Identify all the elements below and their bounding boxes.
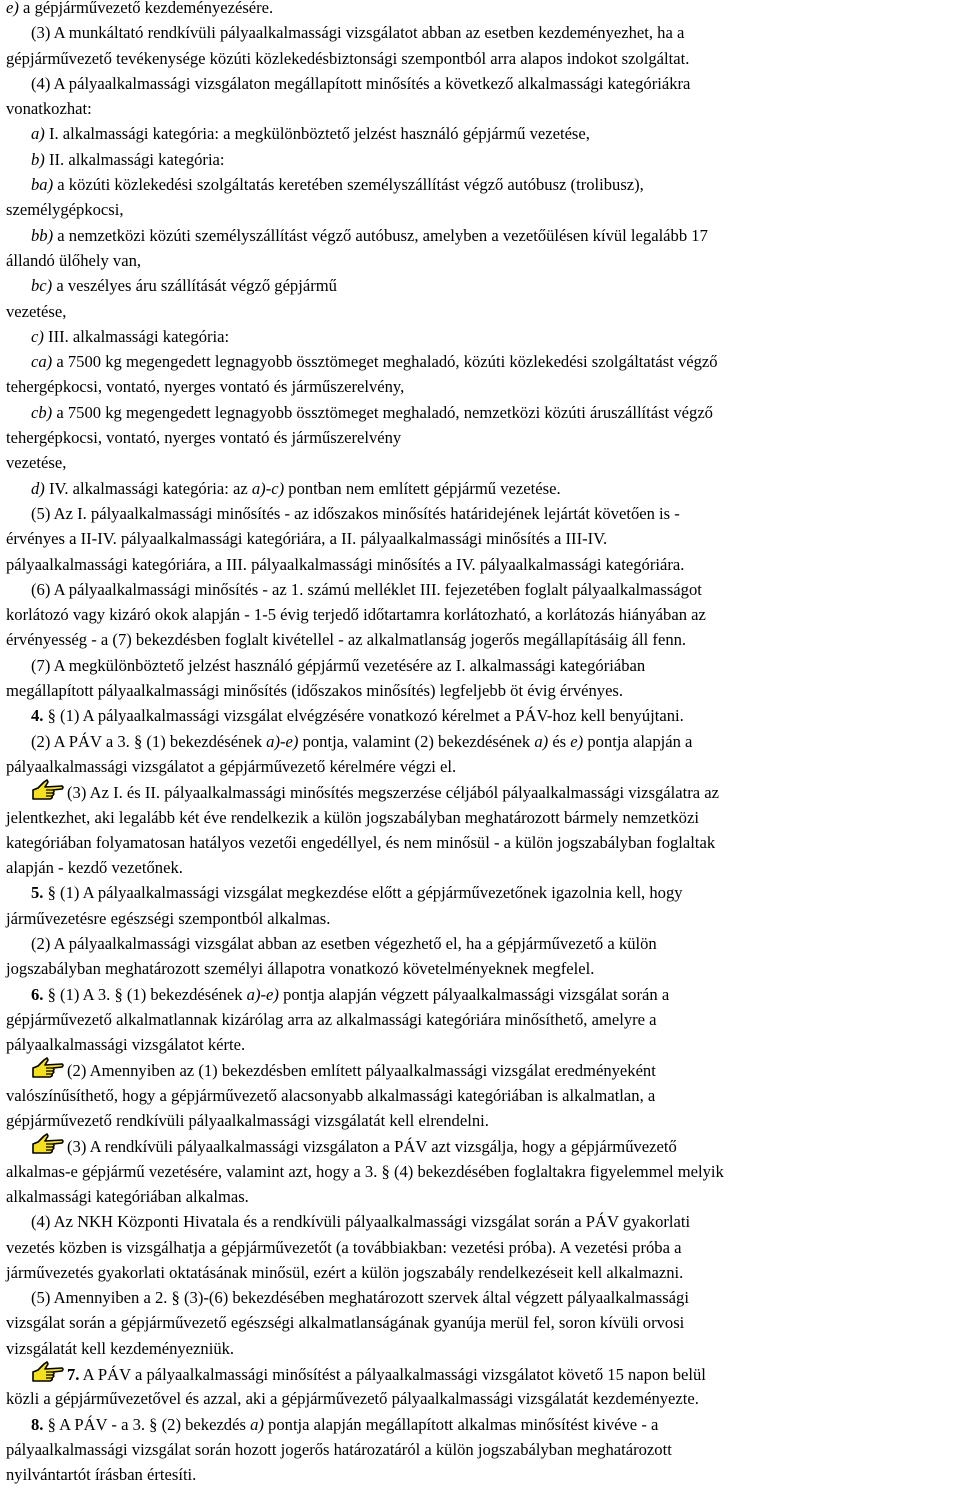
text-span: IV. alkalmassági kategória: az [44, 478, 252, 498]
text-line [6, 1437, 954, 1462]
text-span: kategóriában folyamatosan hatályos vezetői engedéllyel, és nem minősül - a külön jogszabályban foglaltak [6, 832, 716, 852]
text-span: a veszélyes áru szállítását végző gépjármű [52, 276, 337, 296]
text-span: nyilvántartót írásban értesíti. [6, 1465, 197, 1485]
text-line [6, 906, 954, 931]
text-span: állandó ülőhely van, [6, 250, 142, 270]
text-line [6, 880, 954, 905]
text-line [6, 1133, 954, 1158]
text-span: a gépjárművezető kezdeményezésére. [18, 0, 274, 17]
text-span: vizsgálatát kell kezdeményezniük. [6, 1338, 235, 1358]
text-line [6, 779, 954, 804]
text-line [6, 0, 954, 20]
text-line [6, 1361, 954, 1386]
point-label: a) [31, 124, 45, 144]
point-label: d) [31, 478, 45, 498]
point-label: e) [570, 731, 584, 751]
point-label: a)-c) [251, 478, 285, 498]
text-line [6, 1083, 954, 1108]
text-span: tehergépkocsi, vontató, nyerges vontató és járműszerelvény [6, 428, 402, 448]
text-span: (5) Amennyiben a 2. § (3)-(6) bekezdésében meghatározott szervek által végzett pályaalkalmassági [31, 1288, 689, 1308]
text-span: pontban nem említett gépjármű vezetése. [284, 478, 561, 498]
text-line [6, 96, 954, 121]
text-span: járművezetés gyakorlati oktatásának minősül, ezért a külön jogszabály rendelkezéseit kell alkalmazni. [6, 1262, 684, 1282]
point-label: cb) [31, 402, 53, 422]
text-line [6, 1184, 954, 1209]
text-line [6, 1462, 954, 1487]
text-line [6, 754, 954, 779]
text-line [6, 1007, 954, 1032]
text-span: § (1) A pályaalkalmassági vizsgálat elvégzésére vonatkozó kérelmet a PÁV-hoz kell benyújtani. [43, 706, 684, 726]
text-line [6, 1209, 954, 1234]
text-span: (2) A pályaalkalmassági vizsgálat abban az esetben végezhető el, ha a gépjárművezető a külön [31, 933, 657, 953]
point-label: a) [534, 731, 549, 751]
text-span: (4) A pályaalkalmassági vizsgálaton megállapított minősítés a következő alkalmassági kategóriákra [31, 73, 691, 93]
text-line [6, 1159, 954, 1184]
text-span: járművezetésre egészségi szempontból alkalmas. [6, 908, 331, 928]
text-line [6, 172, 954, 197]
section-number: 6. [31, 984, 44, 1004]
text-line [6, 400, 954, 425]
point-label: a)-e) [246, 984, 279, 1004]
text-span: III. alkalmassági kategória: [43, 326, 230, 346]
text-span: pontja, valamint (2) bekezdésének [298, 731, 535, 751]
text-line [6, 602, 954, 627]
text-line [6, 855, 954, 880]
text-span: vezetése, [6, 301, 67, 321]
text-line [6, 71, 954, 96]
pointing-hand-icon [31, 779, 65, 801]
point-label: bb) [31, 225, 54, 245]
text-line [6, 526, 954, 551]
text-line [6, 121, 954, 146]
text-span: pályaalkalmassági vizsgálat során hozott jogerős határozatáról a külön jogszabályban meghatározott [6, 1439, 672, 1459]
text-line [6, 729, 954, 754]
text-span: valószínűsíthető, hogy a gépjárművezető alacsonyabb alkalmassági kategóriában is alkalmatlan, a [6, 1085, 656, 1105]
text-line [6, 805, 954, 830]
text-line [6, 1057, 954, 1082]
text-line [6, 501, 954, 526]
text-span: pályaalkalmassági kategóriára, a III. pályaalkalmassági minősítés a IV. pályaalkalmassági kategóriára. [6, 554, 685, 574]
text-span: tehergépkocsi, vontató, nyerges vontató és járműszerelvény, [6, 377, 405, 397]
text-line [6, 248, 954, 273]
section-number: 4. [31, 706, 44, 726]
text-line [6, 1412, 954, 1437]
text-span: I. alkalmassági kategória: a megkülönböztető jelzést használó gépjármű vezetése, [44, 124, 590, 144]
text-span: közli a gépjárművezetővel és azzal, aki a gépjárművezető pályaalkalmassági vizsgálatát kezdeményezte. [6, 1389, 699, 1409]
text-span: alkalmas-e gépjármű vezetésére, valamint azt, hogy a 3. § (4) bekezdésében foglaltakra figyelemmel melyik [6, 1161, 724, 1181]
point-label: a)-e) [266, 731, 299, 751]
text-span: (4) Az NKH Központi Hivatala és a rendkívüli pályaalkalmassági vizsgálat során a PÁV gyakorlati [31, 1212, 691, 1232]
text-span: pontja alapján végzett pályaalkalmassági vizsgálat során a [278, 984, 670, 1004]
text-line [6, 46, 954, 71]
text-span: A PÁV a pályaalkalmassági minősítést a pályaalkalmassági vizsgálatot követő 15 napon belül [79, 1365, 706, 1385]
text-span: pályaalkalmassági vizsgálatot kérte. [6, 1035, 246, 1055]
point-label: c) [31, 326, 44, 346]
text-span: jelentkezhet, aki legalább két éve rendelkezik a külön jogszabályban meghatározott bármely nemzetközi [6, 807, 699, 827]
text-span: alkalmassági kategóriában alkalmas. [6, 1186, 249, 1206]
pointing-hand-icon [31, 1361, 65, 1383]
text-line [6, 678, 954, 703]
text-span: a nemzetközi közúti személyszállítást végző autóbusz, amelyben a vezetőülésen kívül legalább 17 [53, 225, 708, 245]
text-line [6, 425, 954, 450]
text-span: § A PÁV - a 3. § (2) bekezdés [43, 1414, 251, 1434]
text-span: személygépkocsi, [6, 200, 124, 220]
point-label: b) [31, 149, 45, 169]
text-span: jogszabályban meghatározott személyi állapotra vonatkozó követelményeknek megfelel. [6, 959, 595, 979]
text-line [6, 1336, 954, 1361]
text-span: korlátozó vagy kizáró okok alapján - 1-5 évig terjedő időtartamra korlátozható, a korlátozás hiányában az [6, 605, 706, 625]
text-span: (2) Amennyiben az (1) bekezdésben említett pályaalkalmassági vizsgálat eredményeként [67, 1061, 656, 1081]
text-span: gépjárművezető rendkívüli pályaalkalmassági vizsgálatát kell elrendelni. [6, 1111, 489, 1131]
section-number: 7. [67, 1365, 80, 1385]
text-span: vonatkozhat: [6, 99, 92, 119]
section-number: 5. [31, 883, 44, 903]
text-span: gépjárművezető tevékenysége közúti közlekedésbiztonsági szempontból arra alapos indokot szolgáltat. [6, 48, 690, 68]
text-line [6, 450, 954, 475]
text-line [6, 627, 954, 652]
text-span: vezetés közben is vizsgálhatja a gépjárművezetőt (a továbbiakban: vezetési próba). A vezetési próba a [6, 1237, 682, 1257]
text-span: (6) A pályaalkalmassági minősítés - az 1. számú melléklet III. fejezetében foglalt pályaalkalmasságot [31, 579, 702, 599]
text-line [6, 324, 954, 349]
text-span: (3) Az I. és II. pályaalkalmassági minősítés megszerzése céljából pályaalkalmassági vizsgálatra az [67, 783, 719, 803]
text-line [6, 299, 954, 324]
text-line [6, 1260, 954, 1285]
text-span: (3) A munkáltató rendkívüli pályaalkalmassági vizsgálatot abban az esetben kezdeményezhet, ha a [31, 23, 685, 43]
text-line [6, 1235, 954, 1260]
section-number: 8. [31, 1414, 44, 1434]
text-span: érvényesség - a (7) bekezdésben foglalt kivétellel - az alkalmatlanság jogerős megállapításáig áll fenn. [6, 630, 687, 650]
text-span: (2) A PÁV a 3. § (1) bekezdésének [31, 731, 267, 751]
text-line [6, 552, 954, 577]
text-line [6, 1108, 954, 1133]
text-span: pontja alapján megállapított alkalmas minősítést kivéve - a [263, 1414, 659, 1434]
text-span: megállapított pályaalkalmassági minősítés (időszakos minősítés) legfeljebb öt évig érvényes. [6, 681, 624, 701]
text-span: pályaalkalmassági vizsgálatot a gépjárművezető kérelmére végzi el. [6, 756, 457, 776]
point-label: ba) [31, 175, 54, 195]
text-line [6, 1032, 954, 1057]
text-span: pontja alapján a [583, 731, 693, 751]
text-span: § (1) A pályaalkalmassági vizsgálat megkezdése előtt a gépjárművezetőnek igazolnia kell, hogy [43, 883, 683, 903]
pointing-hand-icon [31, 1133, 65, 1155]
text-line [6, 653, 954, 678]
text-line [6, 577, 954, 602]
text-line [6, 374, 954, 399]
text-line [6, 147, 954, 172]
text-line [6, 20, 954, 45]
text-span: II. alkalmassági kategória: [44, 149, 225, 169]
text-line [6, 982, 954, 1007]
text-line [6, 223, 954, 248]
text-span: vizsgálat során a gépjárművezető egészségi alkalmatlanságának gyanúja merül fel, soron kívüli orvosi [6, 1313, 685, 1333]
text-span: és [548, 731, 571, 751]
text-span: (7) A megkülönböztető jelzést használó gépjármű vezetésére az I. alkalmassági kategóriában [31, 655, 646, 675]
text-span: a 7500 kg megengedett legnagyobb össztömeget meghaladó, közúti közlekedési szolgáltatást végző [52, 352, 718, 372]
text-span: alapján - kezdő vezetőnek. [6, 858, 183, 878]
text-span: a közúti közlekedési szolgáltatás keretében személyszállítást végző autóbusz (trolibusz), [53, 175, 644, 195]
text-span: gépjárművezető alkalmatlannak kizárólag arra az alkalmassági kategóriára minősíthető, amelyre a [6, 1009, 657, 1029]
point-label: e) [6, 0, 19, 17]
text-span: (5) Az I. pályaalkalmassági minősítés - az időszakos minősítés határidejének lejártát követően is - [31, 503, 680, 523]
text-line [6, 197, 954, 222]
text-span: (3) A rendkívüli pályaalkalmassági vizsgálaton a PÁV azt vizsgálja, hogy a gépjárművezető [67, 1137, 677, 1157]
text-line [6, 931, 954, 956]
text-span: vezetése, [6, 453, 67, 473]
point-label: ca) [31, 352, 53, 372]
text-line [6, 703, 954, 728]
text-line [6, 1310, 954, 1335]
point-label: bc) [31, 276, 53, 296]
text-span: a 7500 kg megengedett legnagyobb össztömeget meghaladó, nemzetközi közúti áruszállítást végző [52, 402, 713, 422]
pointing-hand-icon [31, 1057, 65, 1079]
text-line [6, 273, 954, 298]
text-line [6, 830, 954, 855]
point-label: a) [250, 1414, 264, 1434]
text-line [6, 956, 954, 981]
text-line [6, 349, 954, 374]
text-line [6, 1386, 954, 1411]
text-line [6, 476, 954, 501]
text-span: érvényes a II-IV. pályaalkalmassági kategóriára, a II. pályaalkalmassági minősítés a III-IV. [6, 529, 608, 549]
text-line [6, 1285, 954, 1310]
text-span: § (1) A 3. § (1) bekezdésének [43, 984, 247, 1004]
